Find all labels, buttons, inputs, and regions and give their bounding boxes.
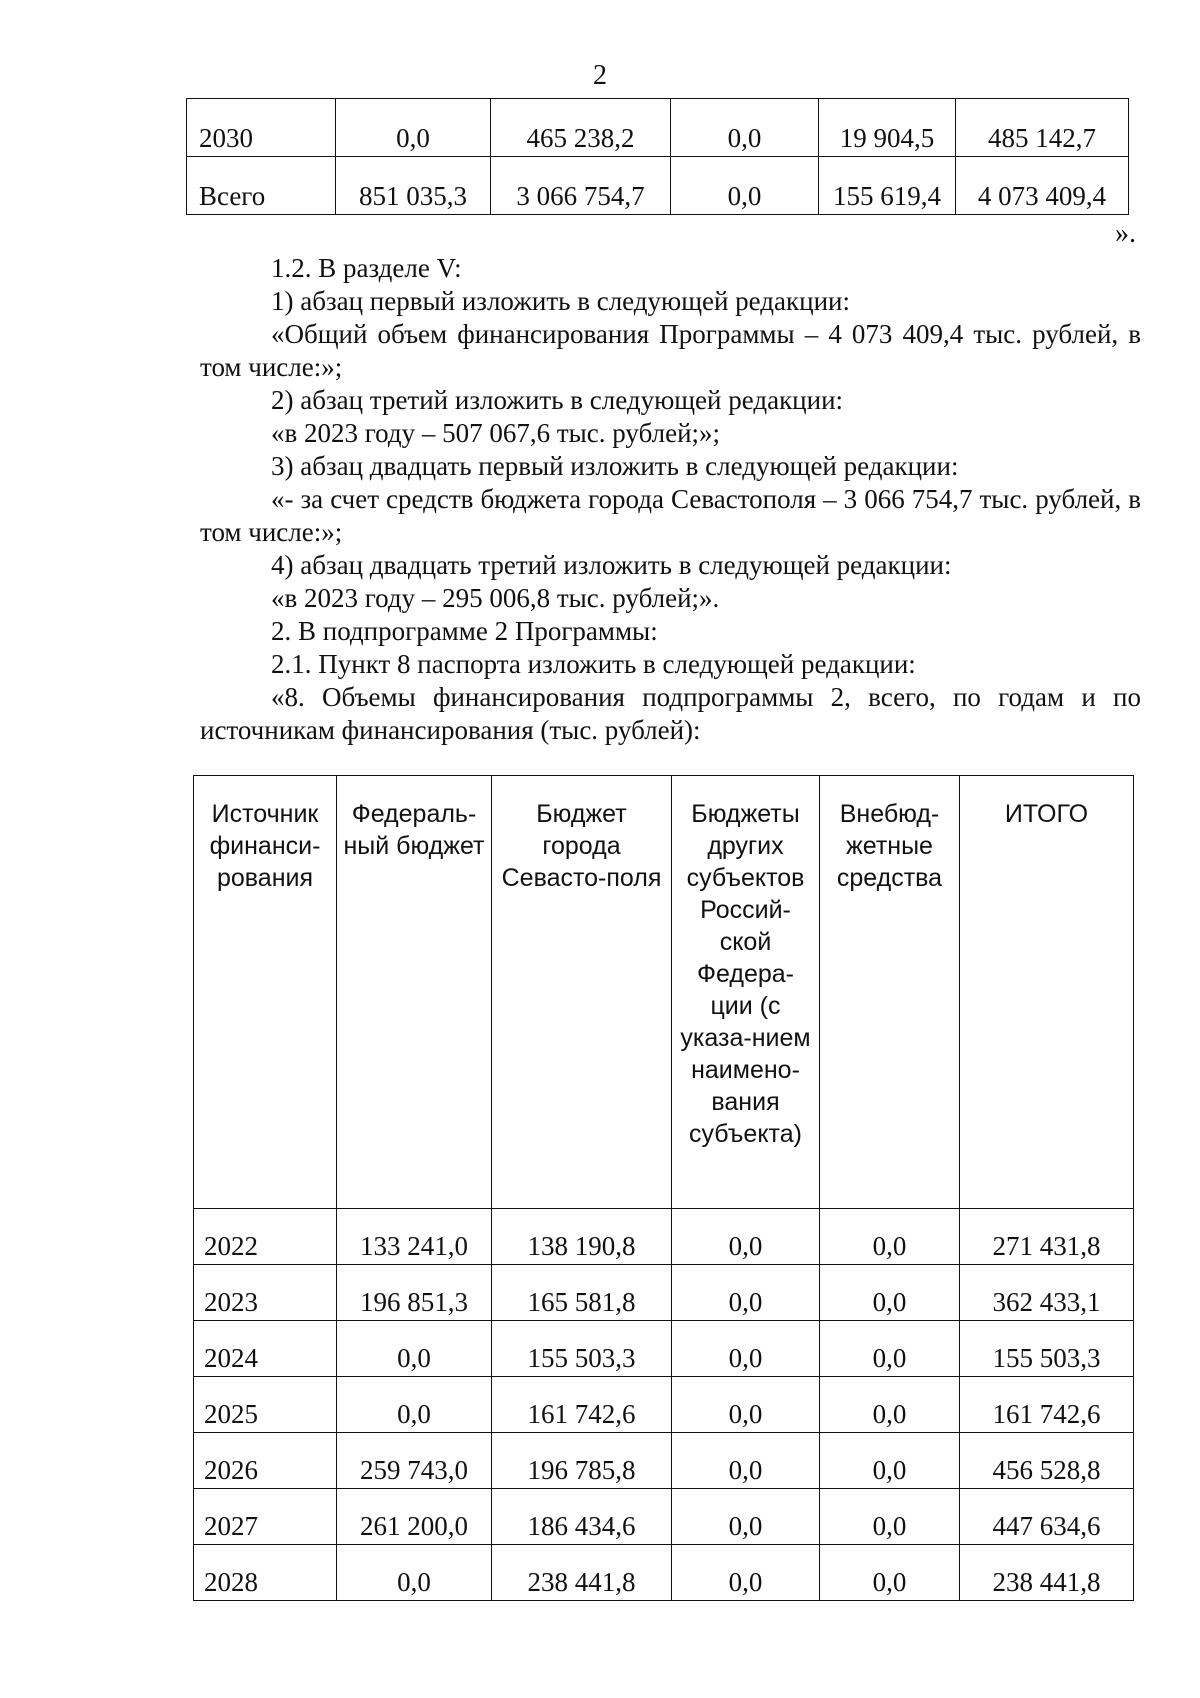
paragraph: «Общий объем финансирования Программы – 4 073 409,4 тыс. рублей, в том числе:»; bbox=[200, 319, 1141, 382]
subprogram-2-funding-table bbox=[193, 775, 1134, 1601]
table-cell: 2030 bbox=[187, 99, 336, 157]
table-cell: 261 200,0 bbox=[337, 1489, 492, 1545]
table-row bbox=[194, 1265, 1134, 1321]
table-row bbox=[194, 1545, 1134, 1601]
paragraph: 2. В подпрограмме 2 Программы: bbox=[271, 616, 658, 646]
column-header: Источник финанси-рования bbox=[194, 776, 337, 1209]
table-cell: 2023 bbox=[194, 1265, 337, 1321]
table-cell: 196 851,3 bbox=[337, 1265, 492, 1321]
table-cell: 447 634,6 bbox=[960, 1489, 1134, 1545]
table-cell: 0,0 bbox=[820, 1433, 960, 1489]
table-cell: 155 503,3 bbox=[492, 1321, 672, 1377]
table-cell: 0,0 bbox=[671, 99, 819, 157]
table-cell: 485 142,7 bbox=[956, 99, 1129, 157]
table-header-row bbox=[194, 776, 1134, 1209]
table-cell: 0,0 bbox=[672, 1265, 820, 1321]
table-cell: 0,0 bbox=[672, 1377, 820, 1433]
table-cell: 155 503,3 bbox=[960, 1321, 1134, 1377]
page-number: 2 bbox=[593, 60, 607, 91]
table-cell: 0,0 bbox=[820, 1545, 960, 1601]
table-cell: 0,0 bbox=[337, 1545, 492, 1601]
table-cell: 0,0 bbox=[337, 1377, 492, 1433]
table-row bbox=[187, 157, 1129, 215]
table-cell: 0,0 bbox=[820, 1489, 960, 1545]
funding-table-continued bbox=[186, 98, 1129, 215]
paragraph: 4) абзац двадцать третий изложить в следующей редакции: bbox=[271, 550, 952, 580]
paragraph: «- за счет средств бюджета города Севастополя – 3 066 754,7 тыс. рублей, в том числе:»; bbox=[200, 484, 1141, 547]
table-cell: Всего bbox=[187, 157, 336, 215]
table-row bbox=[194, 1489, 1134, 1545]
column-header: Федераль-ный бюджет bbox=[337, 776, 492, 1209]
paragraph: 2.1. Пункт 8 паспорта изложить в следующей редакции: bbox=[271, 649, 916, 679]
table-row bbox=[194, 1209, 1134, 1265]
table-cell: 161 742,6 bbox=[960, 1377, 1134, 1433]
table-cell: 0,0 bbox=[820, 1321, 960, 1377]
table-cell: 0,0 bbox=[820, 1265, 960, 1321]
column-header: Бюджеты других субъектов Россий-ской Федера-ции (с указа-нием наимено-вания субъекта) bbox=[672, 776, 820, 1209]
table-cell: 2024 bbox=[194, 1321, 337, 1377]
column-header: Бюджет города Севасто-поля bbox=[492, 776, 672, 1209]
paragraph: «8. Объемы финансирования подпрограммы 2, всего, по годам и по источникам финансирования (тыс. рублей): bbox=[200, 682, 1141, 745]
table-cell: 196 785,8 bbox=[492, 1433, 672, 1489]
table-cell: 0,0 bbox=[672, 1209, 820, 1265]
table-cell: 238 441,8 bbox=[492, 1545, 672, 1601]
table-cell: 0,0 bbox=[672, 1545, 820, 1601]
table-cell: 161 742,6 bbox=[492, 1377, 672, 1433]
paragraph: 2) абзац третий изложить в следующей редакции: bbox=[271, 385, 844, 415]
table-cell: 0,0 bbox=[672, 1321, 820, 1377]
paragraph: 3) абзац двадцать первый изложить в следующей редакции: bbox=[271, 451, 959, 481]
table-cell: 133 241,0 bbox=[337, 1209, 492, 1265]
table-row bbox=[194, 1377, 1134, 1433]
closing-quote: ». bbox=[1115, 218, 1136, 249]
table-cell: 456 528,8 bbox=[960, 1433, 1134, 1489]
table-cell: 0,0 bbox=[336, 99, 491, 157]
table-cell: 465 238,2 bbox=[491, 99, 671, 157]
table-row bbox=[194, 1321, 1134, 1377]
table-cell: 238 441,8 bbox=[960, 1545, 1134, 1601]
table-cell: 2026 bbox=[194, 1433, 337, 1489]
table-cell: 4 073 409,4 bbox=[956, 157, 1129, 215]
table-cell: 186 434,6 bbox=[492, 1489, 672, 1545]
table-cell: 851 035,3 bbox=[336, 157, 491, 215]
column-header: ИТОГО bbox=[960, 776, 1134, 1209]
table-cell: 0,0 bbox=[820, 1209, 960, 1265]
table-cell: 0,0 bbox=[337, 1321, 492, 1377]
table-cell: 362 433,1 bbox=[960, 1265, 1134, 1321]
paragraph: 1) абзац первый изложить в следующей редакции: bbox=[271, 286, 850, 316]
table-cell: 2022 bbox=[194, 1209, 337, 1265]
column-header: Внебюд-жетные средства bbox=[820, 776, 960, 1209]
table-cell: 259 743,0 bbox=[337, 1433, 492, 1489]
paragraph: «в 2023 году – 507 067,6 тыс. рублей;»; bbox=[271, 418, 721, 448]
table-cell: 2025 bbox=[194, 1377, 337, 1433]
table-cell: 155 619,4 bbox=[819, 157, 956, 215]
table-cell: 2027 bbox=[194, 1489, 337, 1545]
paragraph: «в 2023 году – 295 006,8 тыс. рублей;». bbox=[271, 583, 720, 613]
table-cell: 165 581,8 bbox=[492, 1265, 672, 1321]
table-cell: 0,0 bbox=[671, 157, 819, 215]
table-row bbox=[194, 1433, 1134, 1489]
table-cell: 0,0 bbox=[672, 1489, 820, 1545]
paragraph: 1.2. В разделе V: bbox=[271, 253, 462, 283]
body-text bbox=[200, 252, 1141, 747]
table-cell: 138 190,8 bbox=[492, 1209, 672, 1265]
table-cell: 19 904,5 bbox=[819, 99, 956, 157]
table-row bbox=[187, 99, 1129, 157]
table-cell: 0,0 bbox=[672, 1433, 820, 1489]
table-cell: 0,0 bbox=[820, 1377, 960, 1433]
table-cell: 3 066 754,7 bbox=[491, 157, 671, 215]
table-cell: 2028 bbox=[194, 1545, 337, 1601]
table-cell: 271 431,8 bbox=[960, 1209, 1134, 1265]
